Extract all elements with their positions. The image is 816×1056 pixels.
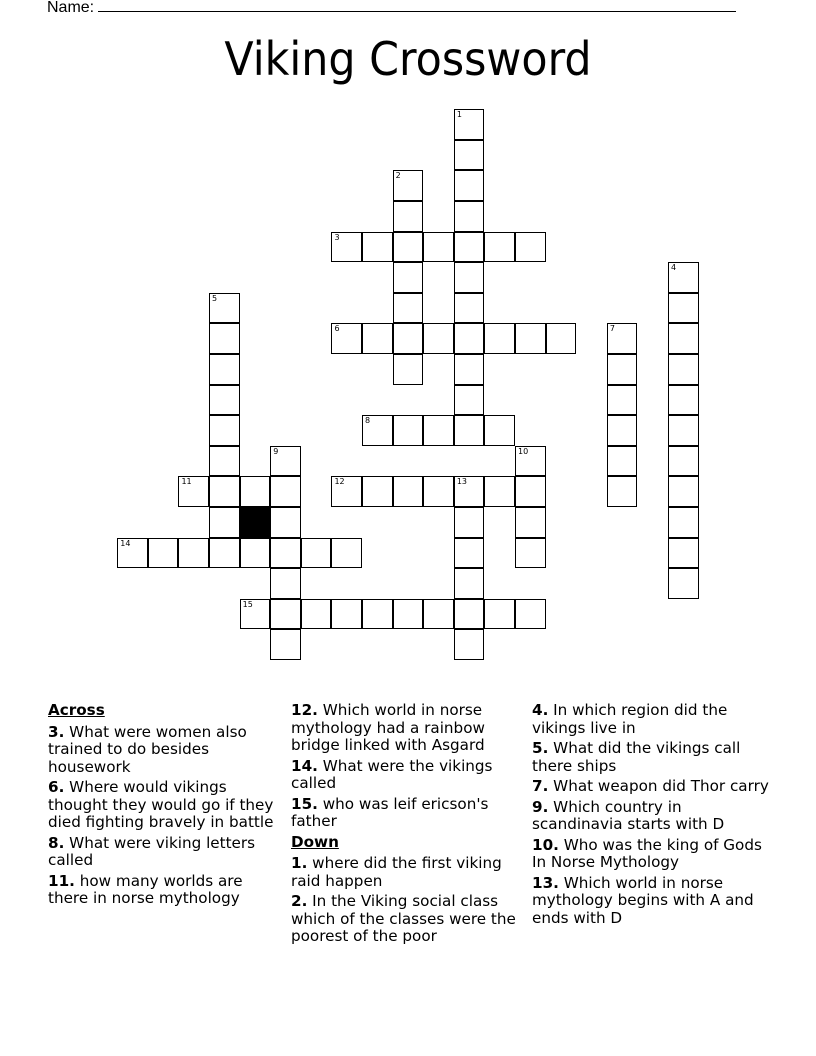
- clue-text: Who was the king of Gods In Norse Mythology: [532, 835, 762, 871]
- grid-cell[interactable]: [454, 201, 485, 232]
- clue-number-label: 13: [456, 477, 468, 487]
- clue-text: how many worlds are there in norse mythology: [48, 871, 243, 907]
- grid-cell[interactable]: [454, 140, 485, 171]
- grid-cell[interactable]: [362, 415, 393, 446]
- grid-cell[interactable]: [393, 201, 424, 232]
- clue-down-9: [532, 799, 772, 834]
- grid-cell[interactable]: [270, 538, 301, 569]
- grid-cell[interactable]: [393, 415, 424, 446]
- grid-cell[interactable]: [209, 415, 240, 446]
- clue-number-label: 11: [181, 477, 192, 487]
- grid-cell[interactable]: [454, 415, 485, 446]
- grid-cell[interactable]: [454, 599, 485, 630]
- clue-number: 2.: [291, 892, 308, 910]
- grid-cell[interactable]: [331, 476, 362, 507]
- clue-text: What weapon did Thor carry: [553, 777, 769, 795]
- grid-cell[interactable]: [178, 476, 209, 507]
- name-field: [47, 0, 736, 17]
- grid-cell[interactable]: [270, 568, 301, 599]
- grid-cell[interactable]: [393, 170, 424, 201]
- clue-number: 4.: [532, 701, 549, 719]
- grid-cell[interactable]: [362, 232, 393, 263]
- grid-cell[interactable]: [209, 538, 240, 569]
- clue-number: 9.: [532, 797, 549, 816]
- grid-cell[interactable]: [607, 446, 638, 477]
- grid-cell[interactable]: [454, 323, 485, 354]
- clue-down-13: [532, 875, 772, 928]
- grid-cell[interactable]: [209, 507, 240, 538]
- grid-cell[interactable]: [240, 476, 271, 507]
- clue-text: In the Viking social class which of the classes were the poorest of the poor: [291, 892, 516, 945]
- clue-number: 14.: [291, 756, 318, 775]
- clue-number: 3.: [48, 722, 65, 741]
- grid-cell[interactable]: [209, 354, 240, 385]
- clue-number: 11.: [48, 871, 75, 890]
- grid-cell[interactable]: [117, 538, 148, 569]
- clue-number-label: 12: [334, 477, 345, 487]
- grid-cell[interactable]: [454, 293, 485, 324]
- clue-number-label: 5: [212, 293, 218, 303]
- grid-cell[interactable]: [454, 385, 485, 416]
- grid-cell[interactable]: [607, 323, 638, 354]
- grid-cell[interactable]: [454, 538, 485, 569]
- grid-cell[interactable]: [484, 415, 515, 446]
- grid-cell[interactable]: [331, 599, 362, 630]
- grid-cell[interactable]: [484, 232, 515, 263]
- grid-cell[interactable]: [178, 538, 209, 569]
- grid-cell[interactable]: [668, 446, 699, 477]
- clue-text: What did the vikings call there ships: [532, 739, 741, 775]
- clue-text: In which region did the vikings live in: [532, 701, 728, 737]
- clue-number-label: 4: [671, 263, 677, 273]
- grid-cell[interactable]: [515, 507, 546, 538]
- grid-cell[interactable]: [423, 415, 454, 446]
- grid-cell[interactable]: [668, 385, 699, 416]
- grid-cell[interactable]: [362, 599, 393, 630]
- clues-column-2: [291, 702, 526, 949]
- clue-text: Which country in scandinavia starts with D: [532, 797, 725, 833]
- grid-cell[interactable]: [515, 599, 546, 630]
- clue-text: Which world in norse mythology begins with A and ends with D: [532, 873, 754, 927]
- clues-column-3: [532, 702, 772, 930]
- clue-number-label: 6: [334, 324, 340, 334]
- clue-number: 10.: [532, 835, 559, 854]
- grid-cell[interactable]: [515, 232, 546, 263]
- grid-cell[interactable]: [362, 323, 393, 354]
- grid-cell[interactable]: [331, 323, 362, 354]
- name-label: Name:: [47, 0, 95, 16]
- grid-cell[interactable]: [393, 599, 424, 630]
- grid-cell[interactable]: [668, 568, 699, 599]
- clue-number-label: 1: [456, 110, 462, 120]
- grid-cell[interactable]: [515, 323, 546, 354]
- down-heading: Down: [291, 832, 339, 851]
- grid-cell[interactable]: [668, 323, 699, 354]
- clue-down-7: [532, 778, 772, 796]
- grid-cell[interactable]: [423, 232, 454, 263]
- clue-down-5: [532, 740, 772, 775]
- grid-cell[interactable]: [270, 507, 301, 538]
- grid-cell[interactable]: [668, 415, 699, 446]
- clue-number: 7.: [532, 777, 549, 795]
- grid-cell[interactable]: [393, 323, 424, 354]
- clue-across-6: [48, 779, 283, 832]
- grid-cell[interactable]: [209, 385, 240, 416]
- grid-cell[interactable]: [454, 262, 485, 293]
- clue-number: 12.: [291, 701, 318, 719]
- clue-across-3: [48, 724, 283, 777]
- grid-cell[interactable]: [393, 262, 424, 293]
- grid-cell[interactable]: [209, 293, 240, 324]
- grid-cell[interactable]: [301, 599, 332, 630]
- grid-cell[interactable]: [270, 446, 301, 477]
- grid-cell[interactable]: [362, 476, 393, 507]
- clues-column-1: [48, 702, 283, 911]
- grid-cell[interactable]: [454, 629, 485, 660]
- grid-cell[interactable]: [148, 538, 179, 569]
- clue-across-14: [291, 758, 526, 793]
- grid-cell[interactable]: [668, 293, 699, 324]
- grid-cell[interactable]: [331, 232, 362, 263]
- grid-cell[interactable]: [393, 476, 424, 507]
- grid-cell[interactable]: [454, 109, 485, 140]
- grid-cell[interactable]: [607, 354, 638, 385]
- clue-text: Which world in norse mythology had a rainbow bridge linked with Asgard: [291, 701, 485, 754]
- grid-cell[interactable]: [515, 446, 546, 477]
- clue-number-label: 10: [518, 446, 529, 456]
- clue-number: 8.: [48, 833, 65, 852]
- grid-cell[interactable]: [270, 629, 301, 660]
- name-blank-line[interactable]: [98, 0, 736, 12]
- grid-cell[interactable]: [454, 354, 485, 385]
- clue-across-8: [48, 835, 283, 870]
- grid-cell[interactable]: [454, 476, 485, 507]
- across-heading: Across: [48, 701, 105, 719]
- clue-number-label: 14: [120, 538, 131, 548]
- grid-cell[interactable]: [240, 599, 271, 630]
- clue-number: 5.: [532, 739, 549, 757]
- grid-cell[interactable]: [668, 476, 699, 507]
- black-cell: [240, 507, 271, 538]
- grid-cell[interactable]: [423, 323, 454, 354]
- grid-cell[interactable]: [393, 293, 424, 324]
- grid-cell[interactable]: [515, 476, 546, 507]
- grid-cell[interactable]: [668, 538, 699, 569]
- clue-across-15: [291, 796, 526, 831]
- page-title: Viking Crossword: [224, 32, 592, 86]
- grid-cell[interactable]: [423, 476, 454, 507]
- clue-number: 15.: [291, 794, 318, 813]
- clue-text: What were the vikings called: [291, 756, 493, 792]
- clue-number-label: 7: [609, 324, 615, 334]
- grid-cell[interactable]: [240, 538, 271, 569]
- grid-cell[interactable]: [668, 354, 699, 385]
- grid-cell[interactable]: [668, 507, 699, 538]
- clue-number: 1.: [291, 854, 308, 872]
- grid-cell[interactable]: [331, 538, 362, 569]
- grid-cell[interactable]: [270, 476, 301, 507]
- clue-text: What were viking letters called: [48, 833, 256, 869]
- grid-cell[interactable]: [270, 599, 301, 630]
- clue-number-label: 3: [334, 232, 340, 242]
- grid-cell[interactable]: [484, 599, 515, 630]
- grid-cell[interactable]: [668, 262, 699, 293]
- clue-down-2: [291, 893, 526, 946]
- grid-cell[interactable]: [393, 354, 424, 385]
- grid-cell[interactable]: [484, 323, 515, 354]
- clue-number: 13.: [532, 873, 559, 892]
- grid-cell[interactable]: [209, 446, 240, 477]
- grid-cell[interactable]: [209, 323, 240, 354]
- clue-number-label: 2: [395, 171, 401, 181]
- crossword-grid: [118, 110, 718, 670]
- grid-cell[interactable]: [454, 568, 485, 599]
- clue-down-1: [291, 855, 526, 890]
- grid-cell[interactable]: [484, 476, 515, 507]
- grid-cell[interactable]: [301, 538, 332, 569]
- grid-cell[interactable]: [607, 476, 638, 507]
- grid-cell[interactable]: [454, 507, 485, 538]
- clue-down-10: [532, 837, 772, 872]
- clue-text: Where would vikings thought they would go if they died fighting bravely in battle: [48, 778, 274, 831]
- clue-number-label: 9: [273, 446, 279, 456]
- clue-text: who was leif ericson's father: [291, 794, 489, 830]
- clue-number: 6.: [48, 778, 65, 796]
- grid-cell[interactable]: [454, 232, 485, 263]
- clue-across-12: [291, 702, 526, 755]
- grid-cell[interactable]: [423, 599, 454, 630]
- clue-across-11: [48, 873, 283, 908]
- grid-cell[interactable]: [546, 323, 577, 354]
- clue-number-label: 15: [242, 599, 253, 609]
- grid-cell[interactable]: [454, 170, 485, 201]
- grid-cell[interactable]: [209, 476, 240, 507]
- grid-cell[interactable]: [607, 415, 638, 446]
- grid-cell[interactable]: [393, 232, 424, 263]
- grid-cell[interactable]: [515, 538, 546, 569]
- clue-text: where did the first viking raid happen: [291, 854, 502, 890]
- grid-cell[interactable]: [607, 385, 638, 416]
- clue-number-label: 8: [365, 416, 371, 426]
- clue-down-4: [532, 702, 772, 737]
- clue-text: What were women also trained to do besides housework: [48, 722, 247, 776]
